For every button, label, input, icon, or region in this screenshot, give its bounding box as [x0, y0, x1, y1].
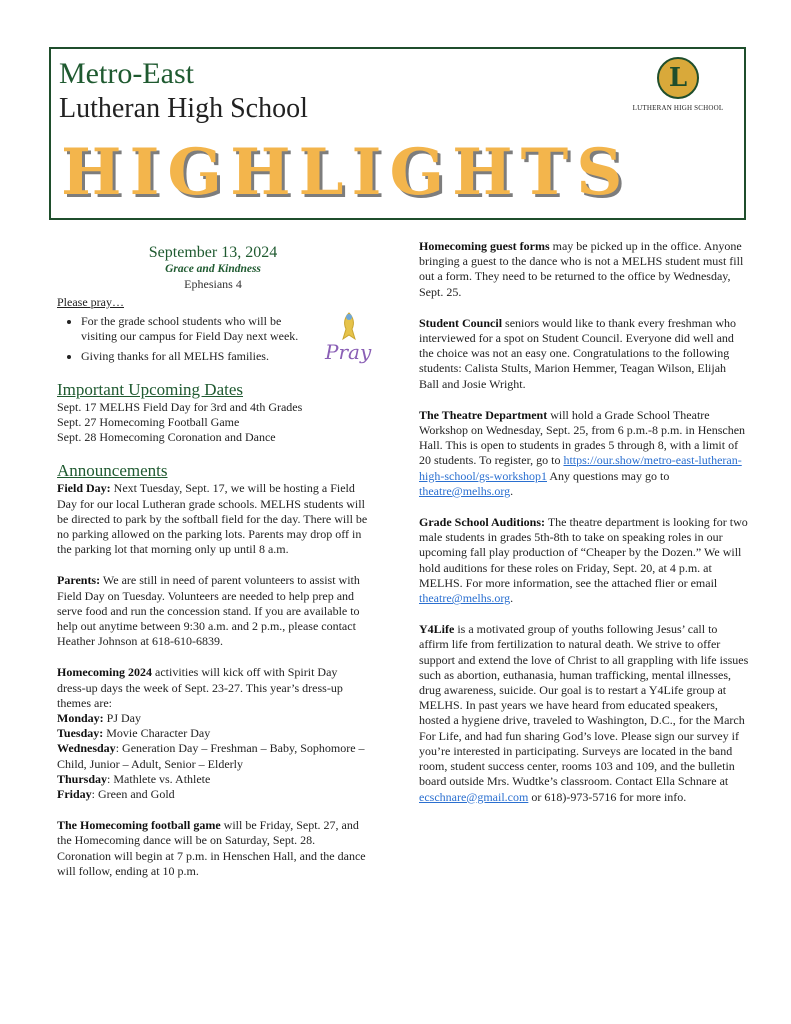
- workshop-link[interactable]: https://our.show/metro-east-lutheran-high-school/gs-workshop1: [419, 453, 742, 483]
- pray-list: [57, 314, 301, 364]
- parents-lead: Parents:: [57, 573, 101, 588]
- football-paragraph: [57, 818, 369, 879]
- student-council-lead: Student Council: [419, 315, 503, 330]
- field-day-paragraph: [57, 481, 369, 557]
- issue-theme: Grace and Kindness: [165, 263, 261, 275]
- theatre-email-link[interactable]: theatre@melhs.org: [419, 483, 511, 498]
- school-logo: [630, 57, 726, 117]
- student-council-paragraph: Student Council seniors would like to thank every freshman who interviewed for a spot on Student Council. Everyone did well and the choice was not an easy one. Congratulations to the following students: Calista Stults, Marion Hemmer, Teagan Wilson, Elijah Ball and Josie Wright.: [419, 315, 736, 391]
- highlights-banner: HIGHLIGHTS: [61, 135, 631, 210]
- list-item: • Giving thanks for all MELHS families.: [81, 349, 301, 364]
- pray-label: Please pray…: [57, 295, 124, 309]
- date-item: Sept. 17 MELHS Field Day for 3rd and 4th Grades: [57, 399, 303, 414]
- y4life-lead: Y4Life: [419, 622, 455, 637]
- field-day-text: Next Tuesday, Sept. 17, we will be hosting a Field Day for our local Lutheran grade schools. MELHS students will be directed to park by the softball field for the day. There will be no parking allowed on the parking lots. Parents may drop off in the parking lot that morning only up until 8 a.m.: [57, 481, 368, 557]
- logo-caption: LUTHERAN HIGH SCHOOL: [632, 104, 724, 112]
- field-day-lead: Field Day:: [57, 481, 111, 496]
- homecoming-text: activities will kick off with Spirit Day dress-up days the week of Sept. 23-27. This year’s dress-up themes are:: [57, 665, 343, 710]
- masthead: [49, 47, 746, 220]
- left-column: [57, 239, 372, 895]
- theatre-lead: The Theatre Department: [419, 407, 548, 422]
- date-item: Sept. 27 Homecoming Football Game: [57, 415, 240, 430]
- theatre-paragraph: The Theatre Department will hold a Grade School Theatre Workshop on Wednesday, Sept. 25, from 6 p.m.-8 p.m. in Henschen Hall. This is open to students in grades 5 through 8, with a limit of 20 students. To register, go to https://our.show/metro-east-lutheran-high-school/gs-workshop1 Any questions may go to theatre@melhs.org.: [419, 407, 746, 498]
- auditions-paragraph: Grade School Auditions: The theatre department is looking for two male students in grades 5th-8th to take on speaking roles in our upcoming fall play production of “Cheaper by the Dozen.” We will hold auditions for these roles on Friday, Sept. 20, at 4 p.m. at MELHS. For more information, see the attached flier or email theatre@melhs.org.: [419, 515, 748, 606]
- auditions-lead: Grade School Auditions:: [419, 515, 546, 530]
- parents-paragraph: [57, 573, 369, 649]
- guest-forms-paragraph: Homecoming guest forms may be picked up in the office. Anyone bringing a guest to the dance who is not a MELHS student must fill out a form. They need to be returned to the office by Wednesday, Sept. 25.: [419, 239, 744, 299]
- school-name-line1: Metro-East: [59, 57, 194, 90]
- issue-verse: Ephesians 4: [184, 277, 242, 291]
- right-column: [419, 239, 749, 821]
- pray-graphic-text: Pray: [325, 340, 372, 364]
- dress-up-day: Monday: PJ Day: [57, 711, 142, 726]
- dress-up-day: Wednesday: Generation Day – Freshman – Baby, Sophomore – Child, Junior – Adult, Senior – Elderly: [57, 741, 365, 771]
- guest-forms-lead: Homecoming guest forms: [419, 239, 550, 253]
- announcements-heading: Announcements: [57, 461, 168, 481]
- issue-date: September 13, 2024: [148, 244, 278, 261]
- dress-up-day: Friday: Green and Gold: [57, 787, 175, 802]
- auditions-email-link[interactable]: theatre@melhs.org: [419, 591, 511, 606]
- parents-text: We are still in need of parent volunteers to assist with Field Day on Tuesday. Volunteers are needed to help prep and serve food and run the concession stand. If you are available to help out anytime between 9:30 a.m. and 2 p.m., please contact Heather Johnson at 618-610-6839.: [57, 573, 360, 649]
- homecoming-lead: Homecoming 2024: [57, 665, 152, 680]
- y4life-email-link[interactable]: ecschnare@gmail.com: [419, 789, 529, 804]
- y4life-paragraph: Y4Life is a motivated group of youths following Jesus’ call to affirm life from fertilization to natural death. We strive to offer support and extend the love of Christ to all grappling with life issues such as abortion, euthanasia, human trafficking, mental illnesses, drug awareness, suicide. Our goal is to restart a Y4Life group at MELHS. In past years we have heard from educated speakers, hosted a hygiene drive, traveled to Washington, D.C., for the March For Life, and had fun sharing God’s love. Please sign our survey if you’re interested in participating. Surveys are located in the band room, student success center, rooms 103 and 109, and the bulletin board outside Mrs. Wudtke’s classroom. Contact Ella Schnare at ecschnare@gmail.com or 618)-973-5716 for more info.: [419, 622, 749, 804]
- football-lead: The Homecoming football game: [57, 818, 221, 833]
- homecoming-paragraph: [57, 665, 369, 711]
- dress-up-day: Tuesday: Movie Character Day: [57, 726, 211, 741]
- dress-up-day: Thursday: Mathlete vs. Athlete: [57, 771, 211, 786]
- dates-heading: Important Upcoming Dates: [57, 379, 244, 399]
- praying-hands-icon: [319, 309, 379, 369]
- football-text: will be Friday, Sept. 27, and the Homecoming dance will be on Saturday, Sept. 28. Coronation will begin at 7 p.m. in Henschen Hall, and the dance will follow, ending at 10 p.m.: [57, 818, 366, 878]
- logo-emblem-icon: L: [657, 57, 699, 99]
- list-item: • For the grade school students who will be visiting our campus for Field Day next week.: [81, 314, 301, 344]
- school-name-line2: Lutheran High School: [59, 93, 308, 124]
- date-item: Sept. 28 Homecoming Coronation and Dance: [57, 430, 276, 445]
